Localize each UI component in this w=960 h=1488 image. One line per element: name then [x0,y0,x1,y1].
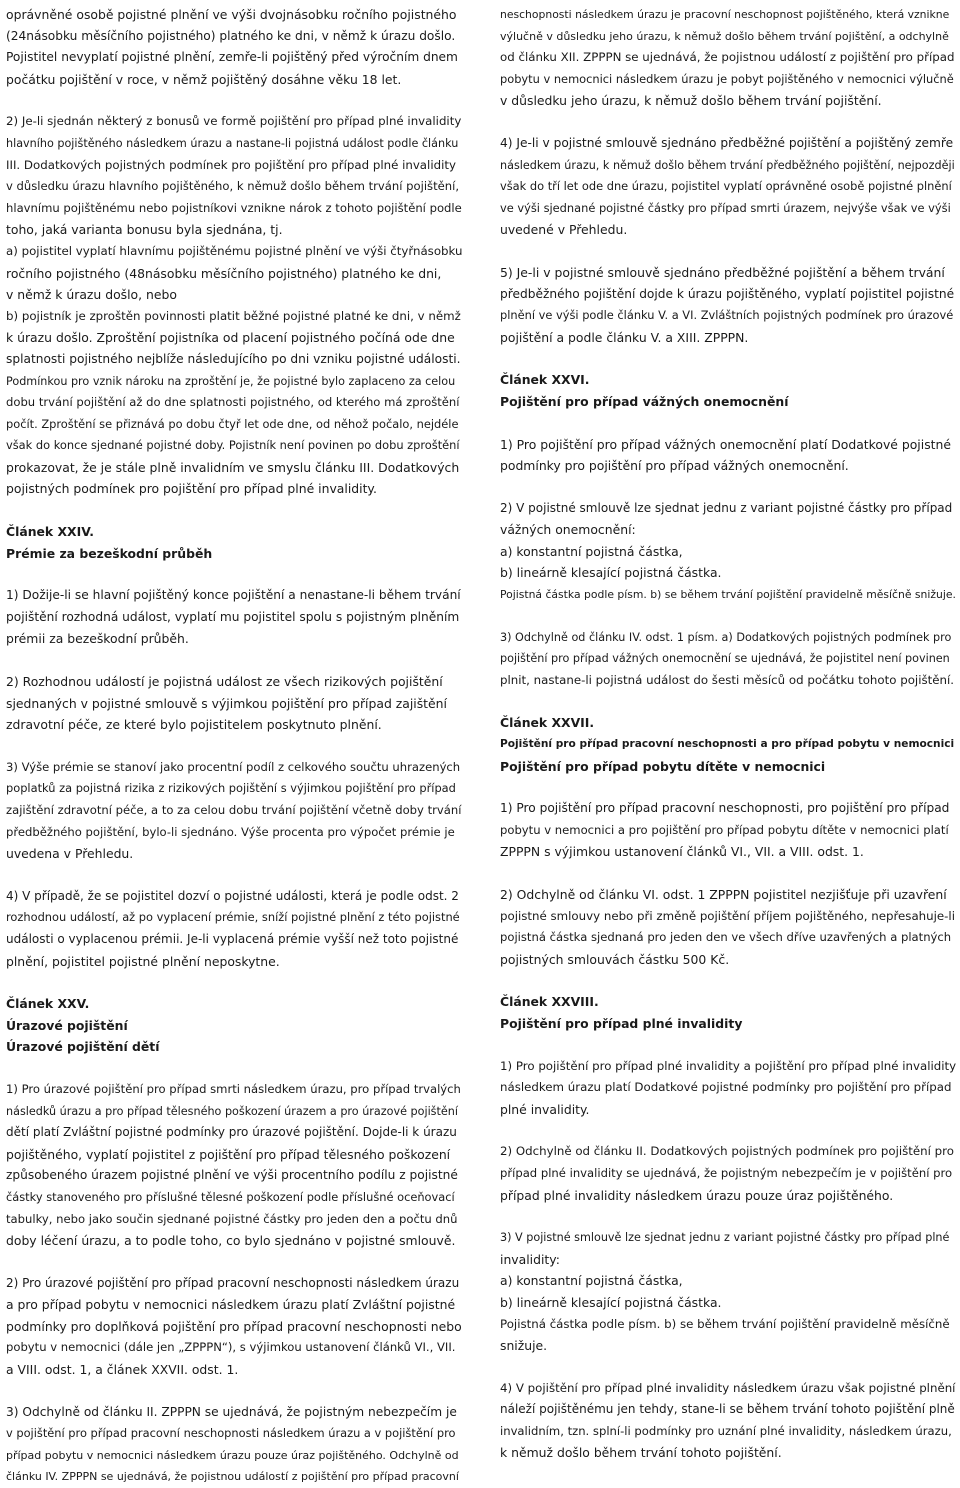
text-line: 4) Je-li v pojistné smlouvě sjednáno předběžné pojištění a pojištěný zemře [500,135,954,150]
text-line: 2) Je-li sjednán některý z bonusů ve formě pojištění pro případ plné invalidity [6,114,462,129]
text-line: sjednaných v pojistné smlouvě s výjimkou pojištění pro případ zajištění [6,695,447,711]
paragraph-gap [500,1206,956,1227]
text-line: Pojištění pro případ vážných onemocnění [500,393,789,409]
text-line: Pojištění pro případ pobytu dítěte v nemocnici [500,758,826,774]
text-line: III. Dodatkových pojistných podmínek pro pojištění pro případ plné invalidity [6,157,456,172]
paragraph-gap [500,691,956,712]
text-line: 3) V pojistné smlouvě lze sjednat jednu z variant pojistné částky pro případ plné [500,1231,950,1245]
paragraph-gap [6,564,462,585]
text-line: Článek XXVIII. [500,994,599,1010]
paragraph [500,498,956,606]
paragraph [500,1056,956,1121]
article-heading [6,521,462,564]
text-line: článku IV. ZPPPN se ujednává, že pojistnou událostí z pojištění pro případ pracovní [6,1470,459,1484]
text-line: a) konstantní pojistná částka, [500,1273,683,1289]
paragraph [6,671,462,736]
text-line: pojistná částka sjednaná pro jeden den ve všech dříve uzavřených a platných [500,930,952,945]
text-line: Pojistitel nevyplatí pojistné plnění, zemře-li pojištěný před výročním dnem [6,50,458,65]
paragraph-gap [6,1381,462,1402]
paragraph-gap [500,1120,956,1141]
text-line: 2) Rozhodnou událostí je pojistná událost ze všech rizikových pojištění [6,674,443,690]
text-line: pojištění rozhodná událost, vyplatí mu pojistitel spolu s pojistným plněním [6,609,460,624]
text-line: ZPPPN s výjimkou ustanovení článků VI., VII. a VIII. odst. 1. [500,844,864,860]
text-line: prémii za bezeškodní průběh. [6,631,189,647]
text-line: v důsledku úrazu hlavního pojištěného, k němuž došlo během trvání pojištění, [6,179,460,194]
right-column [500,4,956,1464]
paragraph-gap [6,736,462,757]
text-line: neschopnosti následkem úrazu je pracovní neschopnost pojištěného, která vznikne [500,8,950,21]
text-line: následků úrazu a pro případ tělesného poškození úrazem a pro úrazové pojištění [6,1104,458,1118]
text-line: pojistných podmínek pro pojištění pro případ plné invalidity. [6,481,377,497]
paragraph [500,627,956,692]
paragraph-gap [500,1357,956,1378]
paragraph-gap [500,970,956,991]
text-line: následkem úrazu platí Dodatkové pojistné podmínky pro pojištění pro případ [500,1080,952,1095]
text-line: b) lineárně klesající pojistná částka. [500,1294,722,1310]
text-line: pojistných smlouvách částku 500 Kč. [500,951,730,967]
paragraph [6,1402,462,1488]
text-line: 2) V pojistné smlouvě lze sjednat jednu z variant pojistné částky pro případ [500,500,953,515]
paragraph [500,262,956,348]
text-line: hlavnímu pojištěnému nebo pojistníkovi vznikne nárok z tohoto pojištění podle [6,200,462,215]
text-line: 3) Výše prémie se stanoví jako procentní podíl z celkového součtu uhrazených [6,759,461,774]
text-line: 2) Odchylně od článku VI. odst. 1 ZPPPN pojistitel nezjišťuje při uzavření [500,887,947,902]
text-line: počátku pojištění v roce, v němž pojištěný dosáhne věku 18 let. [6,71,402,87]
text-line: dětí platí Zvláštní pojistné podmínky pro úrazové pojištění. Dojde-li k úrazu [6,1125,457,1140]
paragraph [500,1141,956,1206]
paragraph-gap [500,413,956,434]
text-line: invalidity: [500,1251,560,1267]
text-line: pojištěného, vyplatí pojistitel z pojištění pro případ tělesného poškození [6,1146,451,1162]
text-line: následkem úrazu, k němuž došlo během trvání předběžného pojištění, nejpozději [500,158,955,172]
text-line: pobytu v nemocnici a pro pojištění pro případ pobytu dítěte v nemocnici platí [500,822,949,837]
text-line: rozhodnou událostí, až po vyplacení prémie, sníží pojistné plnění z této pojistné [6,910,460,925]
paragraph-gap [6,90,462,111]
text-line: události o vyplacenou prémii. Je-li vyplacená prémie vyšší než toto pojistné [6,931,459,946]
text-line: 3) Odchylně od článku II. ZPPPN se ujednává, že pojistným nebezpečím je [6,1404,457,1419]
text-line: Podmínkou pro vznik nároku na zproštění je, že pojistné bylo zaplaceno za celou [6,374,456,388]
text-line: Pojištění pro případ pracovní neschopnosti a pro případ pobytu v nemocnici [500,738,955,751]
text-line: 1) Pro pojištění pro případ plné invalidity a pojištění pro případ plné invalidity [500,1058,957,1073]
paragraph-gap [500,241,956,262]
text-line: plné invalidity. [500,1101,590,1117]
paragraph-gap [500,112,956,133]
text-line: 2) Pro úrazové pojištění pro případ pracovní neschopnosti následkem úrazu [6,1275,460,1290]
text-line: zdravotní péče, ze které bylo pojistitelem poskytnuto plnění. [6,717,382,733]
text-line: výlučně v důsledku jeho úrazu, k němuž došlo během trvání pojištění, a odchylně [500,29,949,43]
article-heading [500,369,956,412]
paragraph-gap [6,500,462,521]
text-line: však do tří let ode dne úrazu, pojistitel vyplatí oprávněné osobě pojistné plnění [500,179,952,194]
text-line: 3) Odchylně od článku IV. odst. 1 písm. a) Dodatkových pojistných podmínek pro [500,630,952,644]
paragraph [6,111,462,500]
text-line: dobu trvání pojištění až do dne splatnosti pojistného, od kterého má zproštění [6,395,460,410]
text-line: toho, jaká varianta bonusu byla sjednána, tj. [6,222,283,238]
text-line: Prémie za bezeškodní průběh [6,545,213,561]
text-line: a VIII. odst. 1, a článek XXVII. odst. 1. [6,1362,239,1378]
text-line: podmínky pro pojištění pro případ vážných onemocnění. [500,458,849,474]
paragraph [6,585,462,650]
text-line: 4) V pojištění pro případ plné invalidity následkem úrazu však pojistné plnění [500,1380,956,1395]
paragraph-gap [500,606,956,627]
paragraph-gap [6,1058,462,1079]
text-line: v důsledku jeho úrazu, k němuž došlo během trvání pojištění. [500,93,882,109]
text-line: plnění, pojistitel pojistné plnění neposkytne. [6,953,280,969]
paragraph [6,886,462,972]
article-heading [500,991,956,1034]
text-line: plnit, nastane-li pojistná událost do šesti měsíců od počátku tohoto pojištění. [500,672,955,687]
text-line: doby léčení úrazu, a to podle toho, co bylo sjednáno v pojistné smlouvě. [6,1233,456,1249]
text-line: poplatků za pojistná rizika z rizikových pojištění s výjimkou pojištění pro případ [6,781,456,796]
text-line: 2) Odchylně od článku II. Dodatkových pojistných podmínek pro pojištění pro [500,1144,954,1159]
paragraph-gap [6,972,462,993]
text-line: pojistné smlouvy nebo při změně pojištění příjem pojištěného, nepřesahuje-li [500,908,955,923]
text-line: a) pojistitel vyplatí hlavnímu pojištěnému pojistné plnění ve výši čtyřnásobku [6,243,463,258]
text-line: v němž k úrazu došlo, nebo [6,287,177,303]
text-line: pobytu v nemocnici následkem úrazu je pobyt pojištěného v nemocnici výlučně [500,71,954,86]
text-line: Úrazové pojištění [6,1017,128,1033]
text-line: tabulky, nebo jako součin sjednané pojistné částky pro jeden den a počtu dnů [6,1211,458,1226]
text-line: ročního pojistného (48násobku měsíčního pojistného) platného ke dni, [6,265,442,281]
text-line: Článek XXVI. [500,372,590,388]
text-line: Článek XXV. [6,996,90,1012]
text-line: od článku XII. ZPPPN se ujednává, že pojistnou událostí z pojištění pro případ [500,50,955,65]
text-line: prokazovat, že je stále plně invalidním ve smyslu článku III. Dodatkových [6,459,460,475]
text-line: případ pobytu v nemocnici následkem úrazu pouze úraz pojištěného. Odchylně od [6,1448,459,1462]
paragraph-gap [500,863,956,884]
paragraph [500,1227,956,1357]
paragraph [6,757,462,865]
text-line: (24násobku měsíčního pojistného) platného ke dni, v němž k úrazu došlo. [6,28,456,43]
paragraph [500,434,956,477]
article-heading [6,993,462,1058]
paragraph-gap [6,1252,462,1273]
text-line: a) konstantní pojistná částka, [500,543,683,559]
text-line: zajištění zdravotní péče, a to za celou dobu trvání pojištění včetně doby trvání [6,803,462,817]
text-line: případ plné invalidity se ujednává, že pojistným nebezpečím je v pojištění pro [500,1165,953,1180]
text-line: v pojištění pro případ pracovní neschopnosti následkem úrazu a v pojištění pro [6,1426,456,1441]
text-line: plnění ve výši podle článku V. a VI. Zvláštních pojistných podmínek pro úrazové [500,308,954,323]
left-column [6,4,462,1488]
text-line: případ plné invalidity následkem úrazu pouze úraz pojištěného. [500,1187,894,1203]
text-line: předběžného pojištění dojde k úrazu pojištěného, vyplatí pojistitel pojistné [500,286,955,301]
paragraph [6,4,462,90]
text-line: však do konce sjednané pojistné doby. Pojistník není povinen po dobu zproštění [6,438,460,453]
text-line: oprávněné osobě pojistné plnění ve výši dvojnásobku ročního pojistného [6,7,457,22]
text-line: Článek XXIV. [6,524,94,540]
text-line: Článek XXVII. [500,715,595,731]
text-line: a pro případ pobytu v nemocnici následkem úrazu platí Zvláštní pojistné [6,1297,456,1313]
paragraph-gap [500,777,956,798]
text-line: b) pojistník je zproštěn povinnosti platit běžné pojistné platné ke dni, v němž [6,308,461,323]
text-line: pojištění a podle článku V. a XIII. ZPPPN. [500,329,749,345]
text-line: Pojištění pro případ plné invalidity [500,1015,743,1031]
text-line: 1) Pro úrazové pojištění pro případ smrti následkem úrazu, pro případ trvalých [6,1081,461,1096]
text-line: způsobeného úrazem pojistné plnění ve výši procentního podílu z pojistné [6,1168,458,1183]
text-line: b) lineárně klesající pojistná částka. [500,565,722,581]
text-line: podmínky pro doplňková pojištění pro případ pracovní neschopnosti nebo [6,1318,462,1334]
paragraph [500,798,956,863]
text-line: pobytu v nemocnici (dále jen „ZPPPN“), s výjimkou ustanovení článků VI., VII. [6,1340,456,1355]
paragraph [6,1273,462,1381]
text-line: invalidním, tzn. splní-li podmínky pro uznání plné invalidity, následkem úrazu, [500,1423,952,1438]
paragraph-gap [6,865,462,886]
text-line: pojištění pro případ vážných onemocnění se ujednává, že pojistitel není povinen [500,652,950,666]
text-line: vážných onemocnění: [500,522,636,538]
article-heading [500,712,956,777]
text-line: Úrazové pojištění dětí [6,1039,160,1055]
text-line: Pojistná částka podle písm. b) se během trvání pojištění pravidelně měsíčně [500,1316,950,1331]
text-line: ve výši sjednané pojistné částky pro případ smrti úrazem, nejvýše však ve výši [500,200,951,215]
paragraph [500,884,956,970]
text-line: uvedené v Přehledu. [500,222,628,238]
paragraph-gap [500,348,956,369]
paragraph-gap [6,650,462,671]
text-line: hlavního pojištěného následkem úrazu a nastane-li pojistná událost podle článku [6,136,459,150]
text-line: snižuje. [500,1338,548,1354]
paragraph [500,133,956,241]
text-line: částky stanoveného pro příslušné tělesné poškození podle příslušné oceňovací [6,1189,455,1204]
text-line: 5) Je-li v pojistné smlouvě sjednáno předběžné pojištění a během trvání [500,264,945,280]
text-line: splatnosti pojistného nejblíže následujícího po dni vzniku pojistné události. [6,351,461,366]
text-line: uvedena v Přehledu. [6,846,134,862]
paragraph [500,4,956,112]
text-line: 1) Pro pojištění pro případ pracovní neschopnosti, pro pojištění pro případ [500,801,950,816]
paragraph-gap [500,477,956,498]
text-line: k němuž došlo během trvání tohoto pojištění. [500,1445,782,1461]
text-line: 1) Dožije-li se hlavní pojištěný konce pojištění a nenastane-li během trvání [6,588,461,603]
text-line: k úrazu došlo. Zproštění pojistníka od placení pojistného počíná ode dne [6,330,455,346]
text-line: předběžného pojištění, bylo-li sjednáno. Výše procenta pro výpočet prémie je [6,824,455,839]
paragraph-gap [500,1035,956,1056]
text-line: počít. Zproštění se přiznává po dobu čtyř let ode dne, od něhož počalo, nejdéle [6,416,459,431]
paragraph [6,1079,462,1252]
paragraph [500,1378,956,1464]
text-line: náleží pojištěnému jen tehdy, stane-li se během trvání tohoto pojištění plně [500,1402,955,1417]
text-line: Pojistná částka podle písm. b) se během trvání pojištění pravidelně měsíčně snižuje. [500,588,956,602]
text-line: 4) V případě, že se pojistitel dozví o pojistné události, která je podle odst. 2 [6,888,459,903]
text-line: 1) Pro pojištění pro případ vážných onemocnění platí Dodatkové pojistné [500,436,951,452]
